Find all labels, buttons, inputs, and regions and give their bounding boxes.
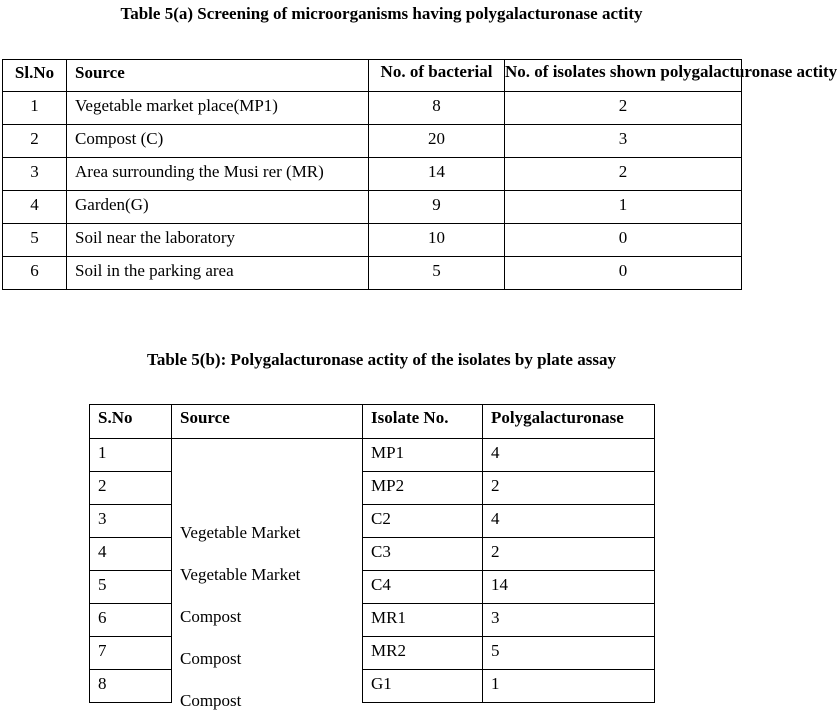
cell-s-no: 2 <box>90 472 172 505</box>
plate-assay-table <box>89 404 655 710</box>
cell-sl-no: 3 <box>3 158 67 191</box>
cell-no-isolates: 0 <box>505 224 742 257</box>
cell-source: Compost (C) <box>67 125 369 158</box>
cell-no-isolates: 3 <box>505 125 742 158</box>
cell-s-no: 4 <box>90 538 172 571</box>
cell-polygalacturonase: 2 <box>483 472 655 505</box>
cell-no-isolates: 2 <box>505 92 742 125</box>
cell-no-bacterial: 14 <box>369 158 505 191</box>
cell-isolate-no: MR2 <box>363 637 483 670</box>
cell-polygalacturonase: 5 <box>483 637 655 670</box>
table-row <box>3 257 742 290</box>
cell-source: Garden(G) <box>67 191 369 224</box>
cell-isolate-no: G1 <box>363 670 483 703</box>
cell-no-bacterial: 9 <box>369 191 505 224</box>
cell-sl-no: 6 <box>3 257 67 290</box>
cell-polygalacturonase: 4 <box>483 505 655 538</box>
cell-source: Area surrounding the Musi rer (MR) <box>67 158 369 191</box>
table-row <box>3 158 742 191</box>
table-row <box>3 125 742 158</box>
cell-s-no: 1 <box>90 439 172 472</box>
header-sl-no: Sl.No <box>3 60 67 92</box>
header-source: Source <box>172 405 363 439</box>
cell-s-no: 3 <box>90 505 172 538</box>
header-isolate-no: Isolate No. <box>363 405 483 439</box>
cell-polygalacturonase: 14 <box>483 571 655 604</box>
cell-source-merged <box>172 439 363 710</box>
header-s-no: S.No <box>90 405 172 439</box>
header-no-isolates-text: No. of isolates shown polygalacturonase actity <box>505 62 837 81</box>
source-text: Vegetable Market <box>180 523 301 542</box>
header-source: Source <box>67 60 369 92</box>
table-a-caption: Table 5(a) Screening of microorganisms having polygalacturonase actity <box>120 4 643 23</box>
cell-isolate-no: MP2 <box>363 472 483 505</box>
cell-no-bacterial: 10 <box>369 224 505 257</box>
cell-no-isolates: 2 <box>505 158 742 191</box>
cell-s-no: 6 <box>90 604 172 637</box>
table-row <box>3 224 742 257</box>
cell-polygalacturonase: 2 <box>483 538 655 571</box>
cell-sl-no: 4 <box>3 191 67 224</box>
cell-polygalacturonase: 3 <box>483 604 655 637</box>
source-text: Compost <box>180 649 242 668</box>
cell-no-isolates: 1 <box>505 191 742 224</box>
header-no-bacterial <box>369 60 505 92</box>
cell-source: Vegetable market place(MP1) <box>67 92 369 125</box>
table-header-row <box>3 60 742 92</box>
source-text: Vegetable Market <box>180 565 301 584</box>
cell-sl-no: 5 <box>3 224 67 257</box>
cell-source: Soil near the laboratory <box>67 224 369 257</box>
table-row <box>3 191 742 224</box>
cell-no-bacterial: 20 <box>369 125 505 158</box>
source-text: Compost <box>180 607 242 626</box>
cell-isolate-no: MP1 <box>363 439 483 472</box>
cell-isolate-no: C4 <box>363 571 483 604</box>
cell-no-bacterial: 5 <box>369 257 505 290</box>
table-header-row <box>90 405 655 439</box>
cell-polygalacturonase: 1 <box>483 670 655 703</box>
screening-table <box>2 59 837 290</box>
cell-isolate-no: MR1 <box>363 604 483 637</box>
cell-s-no: 5 <box>90 571 172 604</box>
table-row <box>90 439 655 472</box>
header-no-bacterial-text: No. of bacterial <box>380 62 493 81</box>
header-no-isolates <box>505 60 837 92</box>
source-text: Compost <box>180 691 242 710</box>
cell-no-bacterial: 8 <box>369 92 505 125</box>
cell-isolate-no: C2 <box>363 505 483 538</box>
cell-sl-no: 2 <box>3 125 67 158</box>
cell-s-no: 8 <box>90 670 172 703</box>
cell-s-no: 7 <box>90 637 172 670</box>
table-row <box>3 92 742 125</box>
cell-isolate-no: C3 <box>363 538 483 571</box>
cell-polygalacturonase: 4 <box>483 439 655 472</box>
header-polygalacturonase: Polygalacturonase <box>483 405 655 439</box>
cell-no-isolates: 0 <box>505 257 742 290</box>
cell-sl-no: 1 <box>3 92 67 125</box>
cell-source: Soil in the parking area <box>67 257 369 290</box>
table-b-caption: Table 5(b): Polygalacturonase actity of the isolates by plate assay <box>147 350 616 369</box>
